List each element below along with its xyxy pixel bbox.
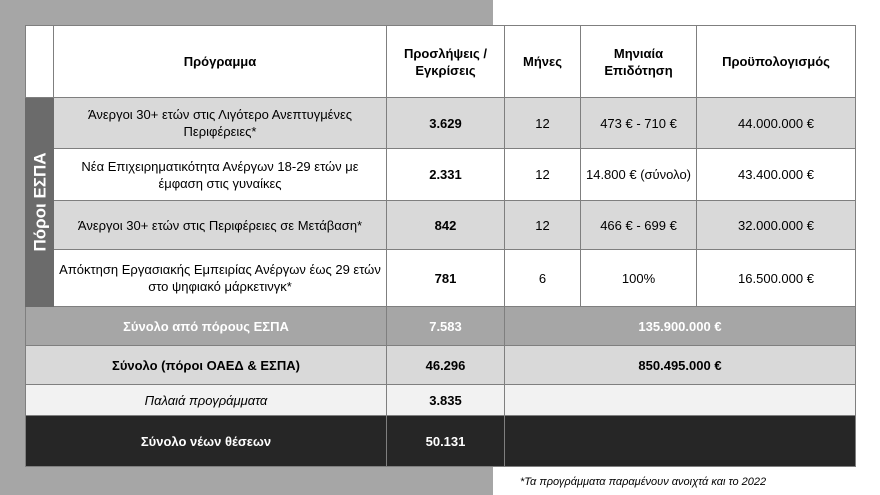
header-months: Μήνες bbox=[505, 26, 581, 98]
row-program: Απόκτηση Εργασιακής Εμπειρίας Ανέργων έως 29 ετών στο ψηφιακό μάρκετινγκ* bbox=[54, 250, 387, 307]
new-positions-row bbox=[26, 416, 856, 467]
row-budget: 44.000.000 € bbox=[697, 98, 856, 149]
row-program: Νέα Επιχειρηματικότητα Ανέργων 18-29 ετών με έμφαση στις γυναίκες bbox=[54, 149, 387, 201]
new-positions-empty bbox=[505, 416, 856, 467]
header-program: Πρόγραμμα bbox=[54, 26, 387, 98]
table-row bbox=[26, 98, 856, 149]
row-budget: 16.500.000 € bbox=[697, 250, 856, 307]
old-programs-hires: 3.835 bbox=[387, 385, 505, 416]
table-row bbox=[26, 250, 856, 307]
row-months: 12 bbox=[505, 98, 581, 149]
new-positions-label: Σύνολο νέων θέσεων bbox=[26, 416, 387, 467]
row-program: Άνεργοι 30+ ετών στις Περιφέρειες σε Μετάβαση* bbox=[54, 201, 387, 250]
row-budget: 43.400.000 € bbox=[697, 149, 856, 201]
total-espa-budget: 135.900.000 € bbox=[505, 307, 856, 346]
table-row bbox=[26, 149, 856, 201]
row-subsidy: 473 € - 710 € bbox=[581, 98, 697, 149]
row-months: 6 bbox=[505, 250, 581, 307]
total-all-row bbox=[26, 346, 856, 385]
header-subsidy: Μηνιαία Επιδότηση bbox=[581, 26, 697, 98]
total-all-label: Σύνολο (πόροι ΟΑΕΔ & ΕΣΠΑ) bbox=[26, 346, 387, 385]
footnote: *Τα προγράμματα παραμένουν ανοιχτά και το 2022 bbox=[520, 476, 767, 488]
header-corner-cell bbox=[26, 26, 54, 98]
total-all-budget: 850.495.000 € bbox=[505, 346, 856, 385]
row-hires: 3.629 bbox=[387, 98, 505, 149]
total-all-hires: 46.296 bbox=[387, 346, 505, 385]
total-espa-row bbox=[26, 307, 856, 346]
header-hires: Προσλήψεις / Εγκρίσεις bbox=[387, 26, 505, 98]
table-row bbox=[26, 201, 856, 250]
old-programs-row bbox=[26, 385, 856, 416]
row-months: 12 bbox=[505, 149, 581, 201]
row-program: Άνεργοι 30+ ετών στις Λιγότερο Ανεπτυγμένες Περιφέρειες* bbox=[54, 98, 387, 149]
total-espa-label: Σύνολο από πόρους ΕΣΠΑ bbox=[26, 307, 387, 346]
old-programs-empty bbox=[505, 385, 856, 416]
row-hires: 842 bbox=[387, 201, 505, 250]
row-budget: 32.000.000 € bbox=[697, 201, 856, 250]
row-subsidy: 100% bbox=[581, 250, 697, 307]
row-hires: 2.331 bbox=[387, 149, 505, 201]
side-label-cell bbox=[26, 98, 54, 307]
row-months: 12 bbox=[505, 201, 581, 250]
programs-table bbox=[25, 25, 856, 467]
header-budget: Προϋπολογισμός bbox=[697, 26, 856, 98]
total-espa-hires: 7.583 bbox=[387, 307, 505, 346]
side-label: Πόροι ΕΣΠΑ bbox=[30, 152, 49, 252]
old-programs-label: Παλαιά προγράμματα bbox=[26, 385, 387, 416]
row-subsidy: 14.800 € (σύνολο) bbox=[581, 149, 697, 201]
table-header-row bbox=[26, 26, 856, 98]
new-positions-hires: 50.131 bbox=[387, 416, 505, 467]
row-hires: 781 bbox=[387, 250, 505, 307]
row-subsidy: 466 € - 699 € bbox=[581, 201, 697, 250]
